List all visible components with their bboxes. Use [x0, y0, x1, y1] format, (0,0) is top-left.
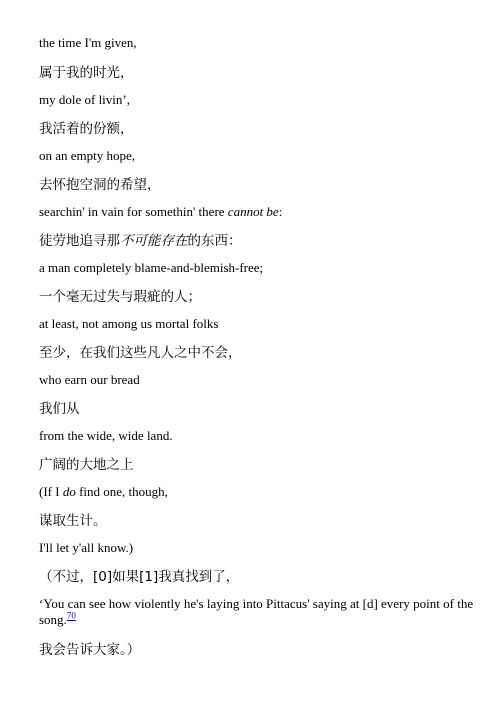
chinese-line-2: 我活着的份额， — [39, 121, 134, 137]
chinese-line-5: 一个毫无过失与瑕疵的人； — [39, 289, 201, 305]
chinese-line-4-emphasis: 不可能存在 — [120, 233, 188, 249]
english-line-4 — [39, 204, 474, 220]
english-line-4-colon: : — [278, 204, 283, 219]
chinese-line-7: 我们从 — [39, 401, 80, 417]
chinese-line-11: 我会告诉大家。） — [39, 642, 141, 658]
chinese-line-1: 属于我的时光， — [39, 65, 134, 81]
chinese-line-8: 广阔的大地之上 — [39, 457, 134, 473]
english-line-5: a man completely blame-and-blemish-free; — [39, 260, 264, 275]
english-line-7: who earn our bread — [39, 372, 140, 387]
chinese-line-4 — [39, 232, 474, 250]
chinese-line-10: （不过，[0]如果[1]我真找到了， — [39, 569, 240, 585]
english-line-11 — [39, 596, 474, 628]
english-line-9 — [39, 484, 474, 500]
english-line-11-text: ‘You can see how violently he's laying into Pittacus' saying at [d] every point of the song. — [39, 596, 474, 627]
chinese-line-4-text: 徒劳地追寻那 — [39, 233, 120, 249]
english-line-4-emphasis: cannot be — [227, 204, 279, 219]
english-line-1: the time I'm given, — [39, 35, 137, 50]
footnote-link[interactable]: 70 — [66, 610, 76, 621]
english-line-2: my dole of livin’, — [39, 92, 130, 107]
chinese-line-9: 谋取生计。 — [39, 513, 107, 529]
english-line-8: from the wide, wide land. — [39, 428, 173, 443]
english-line-10: I'll let y'all know.) — [39, 540, 134, 555]
english-line-9-tail: find one, though, — [75, 484, 168, 499]
english-line-9-emphasis: do — [62, 484, 76, 499]
chinese-line-3: 去怀抱空洞的希望， — [39, 177, 161, 193]
english-line-9-text: (If I — [39, 484, 63, 499]
english-line-3: on an empty hope, — [39, 148, 136, 163]
english-line-4-text: searchin' in vain for somethin' there — [39, 204, 228, 219]
chinese-line-6: 至少，在我们这些凡人之中不会， — [39, 345, 242, 361]
english-line-6: at least, not among us mortal folks — [39, 316, 219, 331]
chinese-line-4-tail: 的东西： — [187, 233, 242, 249]
